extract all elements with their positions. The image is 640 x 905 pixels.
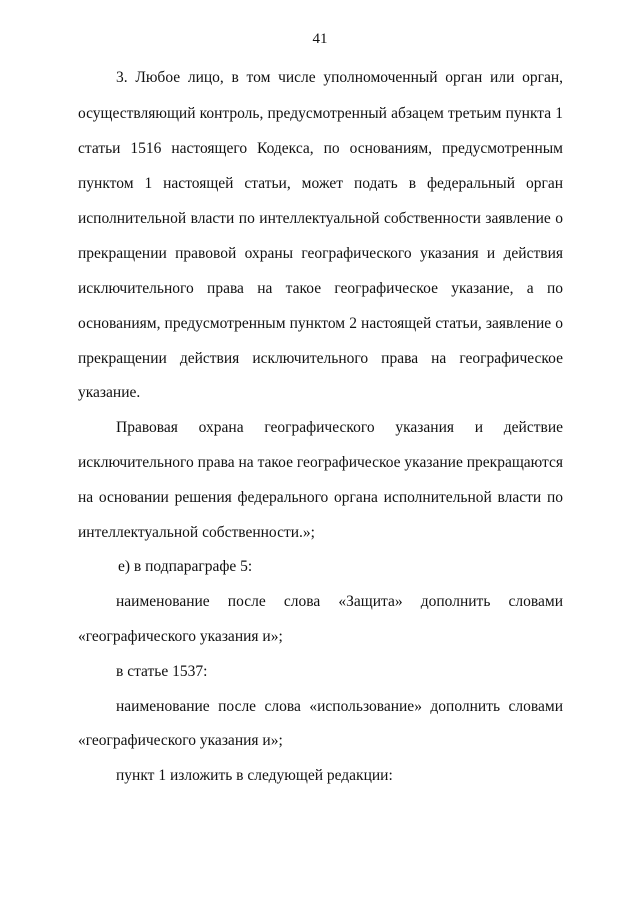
text-line: исключительного права на такое географическое указание прекращаются xyxy=(78,454,563,471)
text-line: 3. Любое лицо, в том числе уполномоченный орган или орган, xyxy=(116,69,563,86)
text-line: основаниям, предусмотренным пунктом 2 настоящей статьи, заявление о xyxy=(78,315,563,332)
text-line: Правовая охрана географического указания и действие xyxy=(116,419,563,436)
text-line: наименование после слова «использование» дополнить словами xyxy=(116,698,563,715)
text-line: «географического указания и»; xyxy=(78,628,283,645)
text-line: прекращении действия исключительного права на географическое xyxy=(78,350,563,367)
text-line: исключительного права на такое географическое указание, а по xyxy=(78,280,563,297)
text-line: статьи 1516 настоящего Кодекса, по основаниям, предусмотренным xyxy=(78,140,563,157)
text-line: «географического указания и»; xyxy=(78,732,283,749)
text-line: на основании решения федерального органа исполнительной власти по xyxy=(78,489,563,506)
text-line: интеллектуальной собственности.»; xyxy=(78,524,315,541)
text-line: наименование после слова «Защита» дополнить словами xyxy=(116,593,563,610)
text-line: исполнительной власти по интеллектуальной собственности заявление о xyxy=(78,210,563,227)
text-line: в статье 1537: xyxy=(116,663,208,680)
text-line: пункт 1 изложить в следующей редакции: xyxy=(116,767,393,784)
text-line: е) в подпараграфе 5: xyxy=(118,558,253,575)
text-line: указание. xyxy=(78,384,141,401)
text-line: осуществляющий контроль, предусмотренный абзацем третьим пункта 1 xyxy=(78,105,563,122)
page-number: 41 xyxy=(312,31,328,47)
text-line: прекращении правовой охраны географического указания и действия xyxy=(78,245,563,262)
text-line: пунктом 1 настоящей статьи, может подать в федеральный орган xyxy=(78,175,563,192)
